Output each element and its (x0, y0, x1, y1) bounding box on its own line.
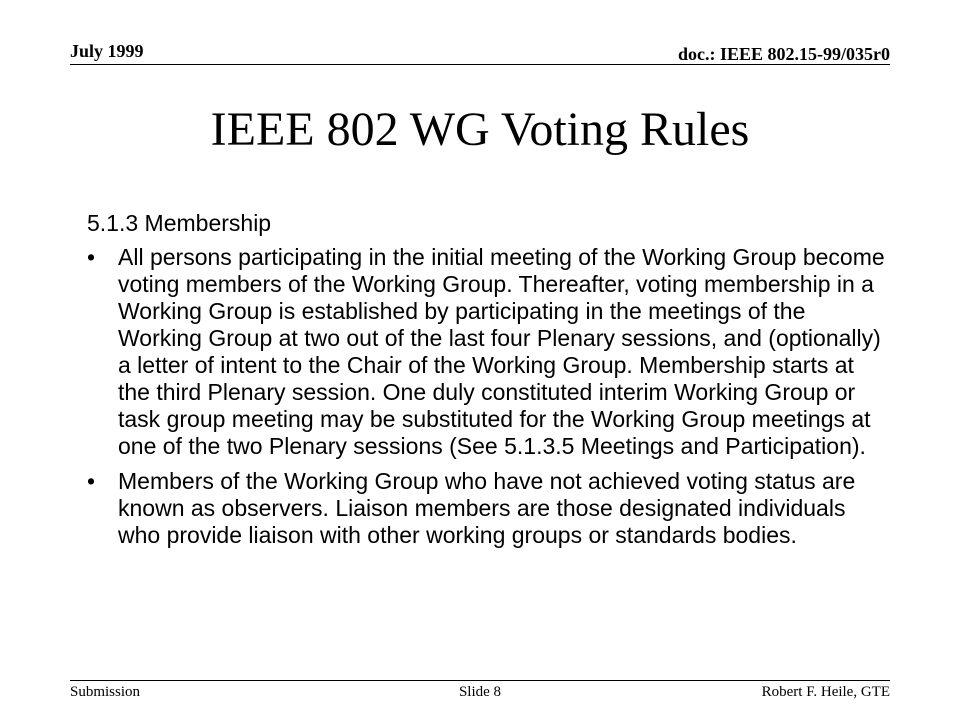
slide-body (87, 210, 887, 557)
footer-divider (70, 680, 890, 681)
bullet-text: All persons participating in the initial meeting of the Working Group become voting members of the Working Group. Thereafter, voting membership in a Working Group is established by participating in the meetings of the Working Group at two out of the last four Plenary sessions, and (optionally) a letter of intent to the Chair of the Working Group. Membership starts at the third Plenary session. One duly constituted interim Working Group or task group meeting may be substituted for the Working Group meetings at one of the two Plenary sessions (See 5.1.3.5 Meetings and Participation). (118, 244, 885, 459)
bullet-icon: • (87, 468, 96, 494)
bullet-text: Members of the Working Group who have not achieved voting status are known as observers. Liaison members are those designated individuals who provide liaison with other working groups or standards bodies. (118, 468, 856, 548)
header-divider (70, 64, 890, 65)
footer-slide-number: Slide 8 (458, 684, 502, 700)
bullet-item-observers (87, 468, 887, 549)
bullet-icon: • (87, 244, 96, 270)
section-heading: 5.1.3 Membership (87, 210, 272, 236)
footer-submission: Submission (70, 684, 141, 700)
slide-title: IEEE 802 WG Voting Rules (210, 103, 750, 156)
bullet-item-membership (87, 244, 887, 460)
footer-author: Robert F. Heile, GTE (761, 684, 890, 700)
header-doc-id: doc.: IEEE 802.15-99/035r0 (677, 44, 890, 64)
header-date: July 1999 (70, 41, 144, 61)
